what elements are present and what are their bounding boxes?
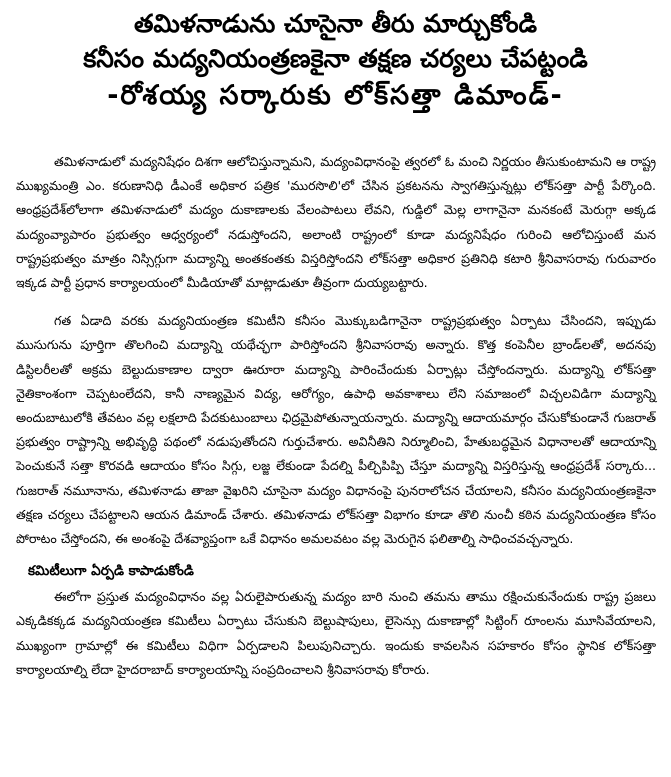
headline-line-3: -రోశయ్య సర్కారుకు లోక్‌సత్తా డిమాండ్- — [107, 79, 564, 111]
headline-line-1: తమిళనాడును చూసైనా తీరు మార్చుకోండి — [133, 9, 538, 38]
headline-line-2: కనీసం మద్యనియంత్రణకైనా తక్షణ చర్యలు చేపట్టండి — [83, 43, 588, 73]
article-body — [16, 150, 656, 682]
article-paragraph-3: ఈలోగా ప్రస్తుత మద్యంవిధానం వల్ల ఏరులైపారుతున్న మద్యం బారి నుంచి తమను తాము రక్షించుకునేందుకు రాష్ట్ర ప్రజలు ఎక్కడికక్కడ మద్యనియంత్రణ కమిటీలు ఏర్పాటు చేసుకుని బెల్టుషాపులు, లైసెన్సు దుకాణాల్లో సిట్టింగ్ రూంలను మూసివేయాలని, ముఖ్యంగా గ్రామాల్లో ఈ కమిటీలు విధిగా ఏర్పడాలని పిలుపునిచ్చారు. ఇందుకు కావలసిన సహకారం కోసం స్థానిక లోక్‌సత్తా కార్యాలయాల్ని లేదా హైదరాబాద్ కార్యాలయాన్ని సంప్రదించాలని శ్రీనివాసరావు కోరారు. — [16, 589, 656, 677]
article-subheading: కమిటీలుగా ఏర్పడి కాపాడుకోండి — [28, 563, 194, 580]
article-paragraph-1: తమిళనాడులో మద్యనిషేధం దిశగా ఆలోచిస్తున్నామని, మద్యంవిధానంపై త్వరలో ఓ మంచి నిర్ణయం తీసుకుంటామని ఆ రాష్ట్ర ముఖ్యమంత్రి ఎం. కరుణానిధి డీఎంకే అధికార పత్రిక 'మురసొలి'లో చేసిన ప్రకటనను స్వాగతిస్తున్నట్లు లోక్‌సత్తా పార్టీ పేర్కొంది. ఆంధ్రప్రదేశ్‌లోలాగా తమిళనాడులో మద్యం దుకాణాలకు వేలంపాటలు లేవని, గుడ్డిలో మెల్ల లాగానైనా మనకంటే మెరుగ్గా అక్కడ మద్యంవ్యాపారం ప్రభుత్వం ఆధ్వర్యంలో నడుస్తోందని, అలాంటి రాష్ట్రంలో కూడా మద్యనిషేధం గురించి ఆలోచిస్తుంటే మన రాష్ట్రప్రభుత్వం మాత్రం నిస్సిగ్గుగా మద్యాన్ని అంతకంతకు విస్తరిస్తోందని లోక్‌సత్తా అధికార ప్రతినిధి కటారి శ్రీనివాసరావు గురువారం ఇక్కడ పార్టీ ప్రధాన కార్యాలయంలో మీడియాతో మాట్లాడుతూ తీవ్రంగా దుయ్యబట్టారు. — [16, 154, 656, 291]
article-paragraph-2: గత ఏడాది వరకు మద్యనియంత్రణ కమిటీని కనీసం మొక్కుబడిగానైనా రాష్ట్రప్రభుత్వం ఏర్పాటు చేసిందని, ఇప్పుడు ముసుగును పూర్తిగా తొలగించి మద్యాన్ని యథేచ్ఛగా పారిస్తోందని శ్రీనివాసరావు అన్నారు. కొత్త కంపెనీల బ్రాండ్‌లతో, అదనపు డిస్టిలరీలతో అక్రమ బెల్టుదుకాణాల ద్వారా ఊరూరా మద్యాన్ని పారించేందుకు ఏర్పాట్లు చేస్తోందన్నారు. మద్యాన్ని లోక్‌సత్తా నైతికాంశంగా చెప్పటంలేదని, కానీ నాణ్యమైన విద్య, ఆరోగ్యం, ఉపాధి అవకాశాలు లేని సమాజంలో విచ్చలవిడిగా మద్యాన్ని అందుబాటులోకి తేవటం వల్ల లక్షలాది పేదకుటుంబాలు ఛిద్రమైపోతున్నాయన్నారు. మద్యాన్ని ఆదాయమార్గం చేసుకోకుండానే గుజరాత్ ప్రభుత్వం రాష్ట్రాన్ని అభివృద్ధి పథంలో నడుపుతోందని గుర్తుచేశారు. అవినీతిని నిర్మూలించి, హేతుబద్ధమైన విధానాలతో ఆదాయాన్ని పెంచుకునే సత్తా కొరవడి ఆదాయం కోసం సిగ్గు, లజ్జ లేకుండా పేదల్ని పీల్చిపిప్పి చేస్తూ మద్యాన్ని విస్తరిస్తున్న ఆంధ్రప్రదేశ్ సర్కారు... గుజరాత్ నమూనాను, తమిళనాడు తాజా వైఖరిని చూసైనా మద్యం విధానంపై పునరాలోచన చేయాలని, కనీసం మద్యనియంత్రణకైనా తక్షణ చర్యలు చేపట్టాలని ఆయన డిమాండ్ చేశారు. తమిళనాడు లోక్‌సత్తా విభాగం కూడా తొలి నుంచీ కఠిన మద్యనియంత్రణ కోసం పోరాటం చేస్తోందని, ఈ అంశంపై దేశవ్యాప్తంగా ఒకే విధానం అమలవటం వల్ల మెరుగైన ఫలితాల్ని సాధించవచ్చన్నారు. — [16, 313, 656, 547]
headline-block — [0, 8, 671, 111]
